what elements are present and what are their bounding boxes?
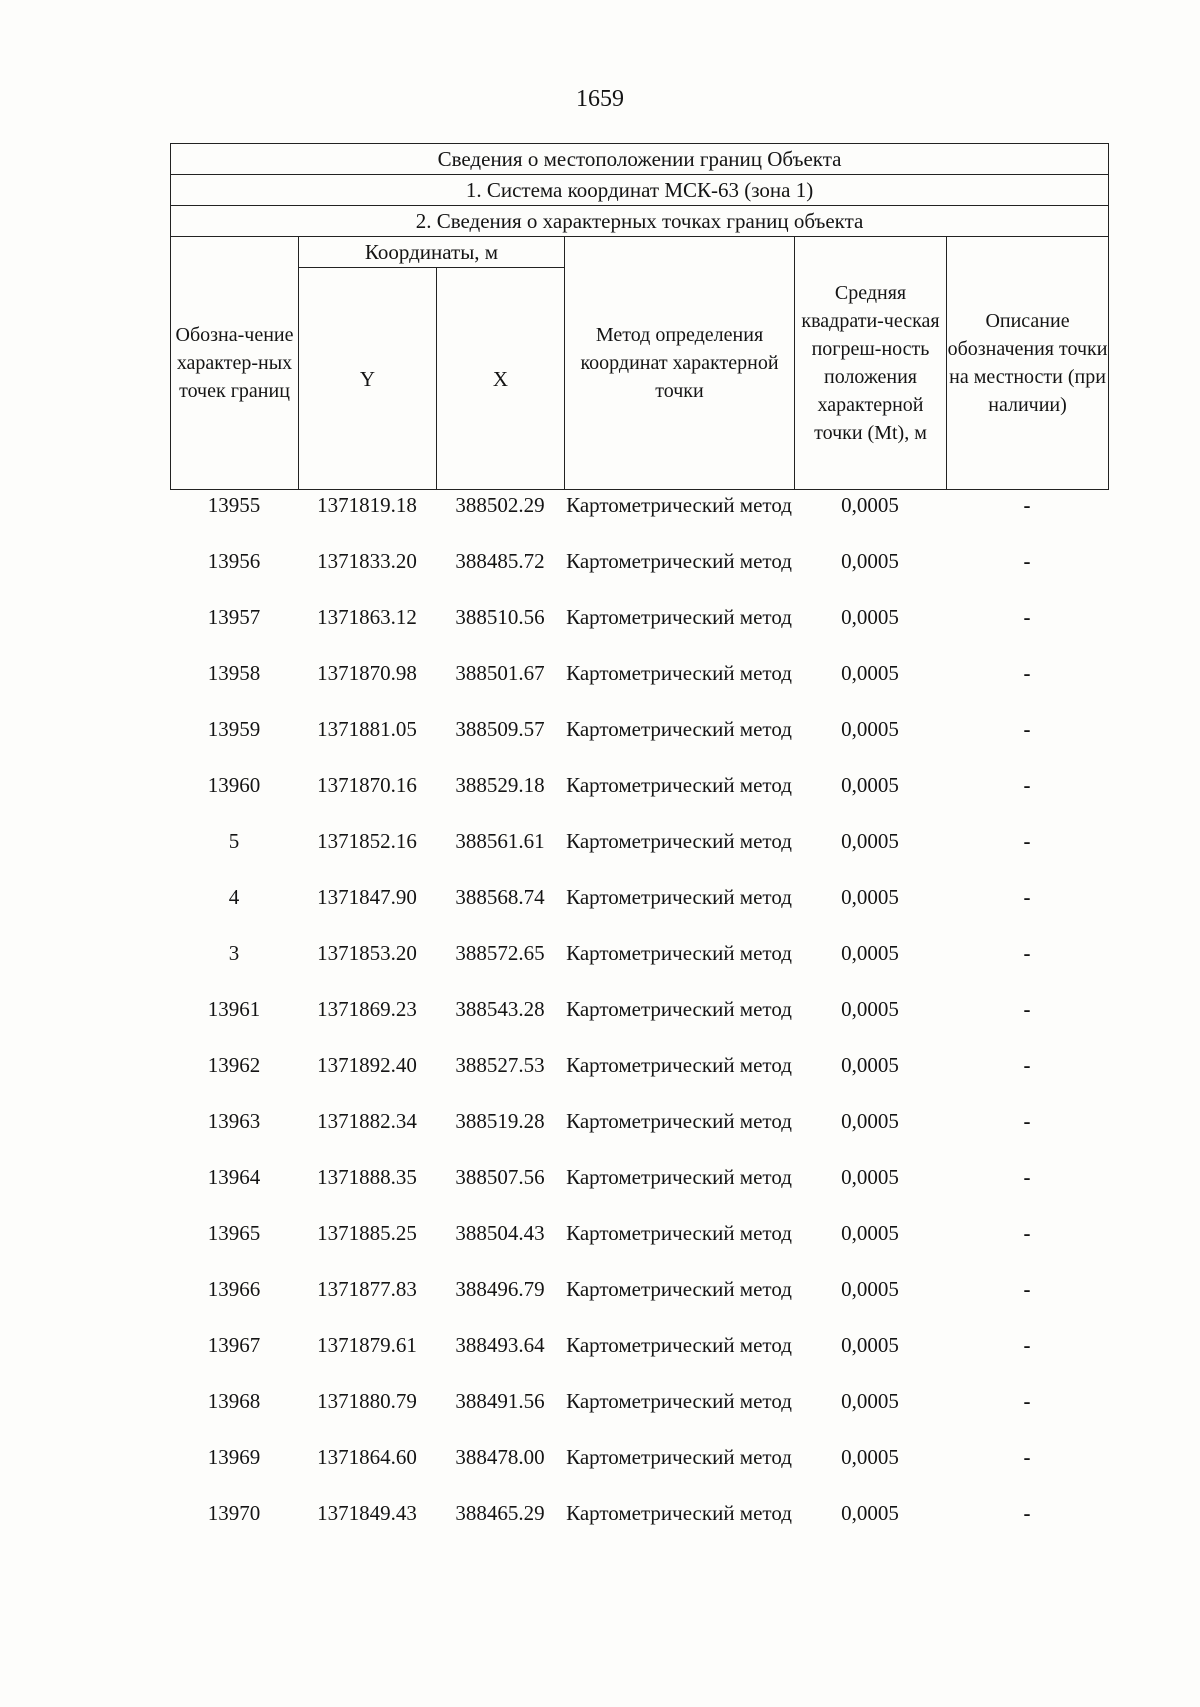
cell-error: 0,0005 — [841, 493, 899, 517]
cell-y: 1371870.98 — [317, 661, 417, 685]
cell-x: 388496.79 — [455, 1277, 545, 1301]
cell-desc: - — [1023, 885, 1031, 909]
cell-error: 0,0005 — [841, 717, 899, 741]
cell-y: 1371853.20 — [317, 941, 417, 965]
table-row — [170, 1051, 1108, 1107]
cell-x: 388543.28 — [455, 997, 545, 1021]
cell-desc: - — [1023, 773, 1031, 797]
table-row — [170, 883, 1108, 939]
cell-x: 388491.56 — [455, 1389, 545, 1413]
col-header-point: Обозна-чение характер-ных точек границ — [171, 237, 299, 490]
cell-error: 0,0005 — [841, 605, 899, 629]
cell-desc: - — [1023, 1165, 1031, 1189]
cell-y: 1371888.35 — [317, 1165, 417, 1189]
table-row — [170, 939, 1108, 995]
cell-point: 13969 — [207, 1445, 261, 1469]
cell-point: 13962 — [207, 1053, 261, 1077]
cell-x: 388561.61 — [455, 829, 545, 853]
cell-desc: - — [1023, 1389, 1031, 1413]
cell-desc: - — [1023, 1277, 1031, 1301]
cell-method: Картометрический метод — [566, 1333, 792, 1357]
cell-y: 1371863.12 — [317, 605, 417, 629]
cell-method: Картометрический метод — [566, 1053, 792, 1077]
col-header-x: X — [437, 268, 565, 490]
cell-desc: - — [1023, 605, 1031, 629]
cell-error: 0,0005 — [841, 1333, 899, 1357]
cell-method: Картометрический метод — [566, 1445, 792, 1469]
table-row — [170, 827, 1108, 883]
cell-method: Картометрический метод — [566, 997, 792, 1021]
cell-point: 13963 — [207, 1109, 261, 1133]
col-header-method: Метод определения координат характерной точки — [565, 237, 795, 490]
cell-method: Картометрический метод — [566, 1109, 792, 1133]
cell-x: 388527.53 — [455, 1053, 545, 1077]
table-row — [170, 995, 1108, 1051]
cell-error: 0,0005 — [841, 941, 899, 965]
cell-desc: - — [1023, 1221, 1031, 1245]
table-row — [170, 1443, 1108, 1499]
cell-method: Картометрический метод — [566, 549, 792, 573]
cell-y: 1371849.43 — [317, 1501, 417, 1525]
cell-error: 0,0005 — [841, 1221, 899, 1245]
cell-y: 1371885.25 — [317, 1221, 417, 1245]
cell-x: 388502.29 — [455, 493, 545, 517]
cell-point: 4 — [228, 885, 240, 909]
cell-desc: - — [1023, 997, 1031, 1021]
cell-point: 13956 — [207, 549, 261, 573]
cell-y: 1371882.34 — [317, 1109, 417, 1133]
table-row — [170, 1331, 1108, 1387]
coord-system-title: 1. Система координат МСК-63 (зона 1) — [171, 175, 1109, 206]
cell-x: 388509.57 — [455, 717, 545, 741]
cell-desc: - — [1023, 717, 1031, 741]
cell-x: 388510.56 — [455, 605, 545, 629]
cell-error: 0,0005 — [841, 773, 899, 797]
cell-y: 1371880.79 — [317, 1389, 417, 1413]
cell-y: 1371819.18 — [317, 493, 417, 517]
cell-method: Картометрический метод — [566, 1221, 792, 1245]
cell-method: Картометрический метод — [566, 605, 792, 629]
cell-error: 0,0005 — [841, 829, 899, 853]
cell-point: 13961 — [207, 997, 261, 1021]
table-row — [170, 547, 1108, 603]
cell-x: 388572.65 — [455, 941, 545, 965]
cell-x: 388507.56 — [455, 1165, 545, 1189]
cell-error: 0,0005 — [841, 549, 899, 573]
points-section-title: 2. Сведения о характерных точках границ объекта — [171, 206, 1109, 237]
cell-error: 0,0005 — [841, 1165, 899, 1189]
cell-point: 13966 — [207, 1277, 261, 1301]
cell-point: 13965 — [207, 1221, 261, 1245]
cell-y: 1371892.40 — [317, 1053, 417, 1077]
cell-error: 0,0005 — [841, 1277, 899, 1301]
cell-y: 1371881.05 — [317, 717, 417, 741]
cell-error: 0,0005 — [841, 997, 899, 1021]
cell-desc: - — [1023, 1333, 1031, 1357]
cell-y: 1371833.20 — [317, 549, 417, 573]
cell-y: 1371847.90 — [317, 885, 417, 909]
cell-desc: - — [1023, 549, 1031, 573]
cell-x: 388519.28 — [455, 1109, 545, 1133]
cell-method: Картометрический метод — [566, 1501, 792, 1525]
cell-method: Картометрический метод — [566, 1389, 792, 1413]
cell-y: 1371879.61 — [317, 1333, 417, 1357]
table-row — [170, 1275, 1108, 1331]
cell-desc: - — [1023, 829, 1031, 853]
table-row — [170, 1219, 1108, 1275]
cell-method: Картометрический метод — [566, 885, 792, 909]
cell-desc: - — [1023, 1501, 1031, 1525]
cell-point: 13968 — [207, 1389, 261, 1413]
cell-method: Картометрический метод — [566, 1165, 792, 1189]
cell-desc: - — [1023, 1109, 1031, 1133]
cell-error: 0,0005 — [841, 1109, 899, 1133]
table-row — [170, 1107, 1108, 1163]
table-row — [170, 1163, 1108, 1219]
cell-y: 1371864.60 — [317, 1445, 417, 1469]
cell-point: 13960 — [207, 773, 261, 797]
cell-point: 13959 — [207, 717, 261, 741]
cell-y: 1371870.16 — [317, 773, 417, 797]
cell-error: 0,0005 — [841, 1501, 899, 1525]
boundary-header-table — [170, 143, 1109, 490]
cell-desc: - — [1023, 493, 1031, 517]
cell-x: 388465.29 — [455, 1501, 545, 1525]
cell-error: 0,0005 — [841, 1053, 899, 1077]
cell-method: Картометрический метод — [566, 941, 792, 965]
cell-x: 388485.72 — [455, 549, 545, 573]
col-header-coords: Координаты, м — [299, 237, 565, 268]
cell-point: 13970 — [207, 1501, 261, 1525]
points-table — [170, 491, 1108, 1555]
cell-error: 0,0005 — [841, 661, 899, 685]
cell-point: 13955 — [207, 493, 261, 517]
cell-error: 0,0005 — [841, 1389, 899, 1413]
cell-point: 13957 — [207, 605, 261, 629]
cell-point: 3 — [228, 941, 240, 965]
cell-point: 13964 — [207, 1165, 261, 1189]
table-row — [170, 659, 1108, 715]
col-header-error: Средняя квадрати-ческая погреш-ность положения характерной точки (Mt), м — [795, 237, 947, 490]
cell-x: 388493.64 — [455, 1333, 545, 1357]
cell-method: Картометрический метод — [566, 661, 792, 685]
cell-error: 0,0005 — [841, 1445, 899, 1469]
points-table-body — [170, 491, 1108, 1555]
cell-x: 388478.00 — [455, 1445, 545, 1469]
page-number: 1659 — [576, 86, 624, 112]
table-row — [170, 715, 1108, 771]
cell-desc: - — [1023, 1445, 1031, 1469]
cell-method: Картометрический метод — [566, 717, 792, 741]
cell-x: 388529.18 — [455, 773, 545, 797]
cell-method: Картометрический метод — [566, 773, 792, 797]
cell-x: 388501.67 — [455, 661, 545, 685]
col-header-y: Y — [299, 268, 437, 490]
table-title: Сведения о местоположении границ Объекта — [171, 144, 1109, 175]
cell-x: 388568.74 — [455, 885, 545, 909]
cell-y: 1371852.16 — [317, 829, 417, 853]
cell-desc: - — [1023, 661, 1031, 685]
cell-desc: - — [1023, 941, 1031, 965]
cell-method: Картометрический метод — [566, 493, 792, 517]
table-row — [170, 491, 1108, 547]
cell-point: 13967 — [207, 1333, 261, 1357]
cell-y: 1371877.83 — [317, 1277, 417, 1301]
table-row — [170, 1499, 1108, 1555]
cell-desc: - — [1023, 1053, 1031, 1077]
cell-point: 5 — [228, 829, 240, 853]
cell-method: Картометрический метод — [566, 1277, 792, 1301]
table-row — [170, 771, 1108, 827]
cell-error: 0,0005 — [841, 885, 899, 909]
table-row — [170, 1387, 1108, 1443]
cell-method: Картометрический метод — [566, 829, 792, 853]
cell-point: 13958 — [207, 661, 261, 685]
cell-y: 1371869.23 — [317, 997, 417, 1021]
col-header-desc: Описание обозначения точки на местности (при наличии) — [947, 237, 1109, 490]
cell-x: 388504.43 — [455, 1221, 545, 1245]
table-row — [170, 603, 1108, 659]
